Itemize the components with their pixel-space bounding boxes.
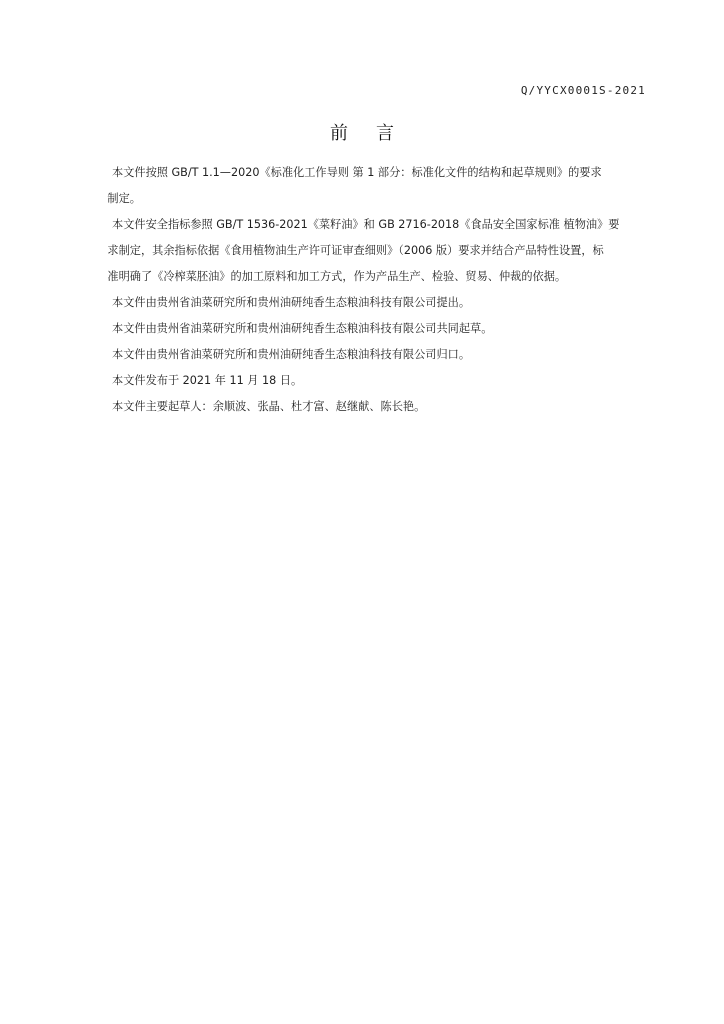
paragraph-proposed-by: [112, 290, 658, 316]
paragraph-line: 本文件由贵州省油菜研究所和贵州油研纯香生态粮油科技有限公司共同起草。: [112, 322, 493, 335]
paragraph-managed-by: [112, 342, 658, 368]
paragraph-line: 求制定，其余指标依据《食用植物油生产许可证审查细则》（2006 版）要求并结合产品特性设置，标: [107, 244, 604, 257]
document-code: Q/YYCX0001S-2021: [520, 84, 646, 97]
paragraph-line: 本文件按照 GB/T 1.1—2020《标准化工作导则 第 1 部分：标准化文件的结构和起草规则》的要求: [112, 166, 602, 179]
paragraph-line: 本文件由贵州省油菜研究所和贵州油研纯香生态粮油科技有限公司归口。: [112, 348, 471, 361]
paragraph-line: 准明确了《冷榨菜胚油》的加工原料和加工方式，作为产品生产、检验、贸易、仲裁的依据。: [107, 270, 567, 283]
paragraph-drafting-basis: [107, 160, 658, 212]
paragraph-line: 制定。: [107, 192, 141, 205]
paragraph-line: 本文件发布于 2021 年 11 月 18 日。: [112, 374, 303, 387]
paragraph-line: 本文件主要起草人：余顺波、张晶、杜才富、赵继献、陈长艳。: [112, 400, 426, 413]
paragraph-release-date: [112, 368, 658, 394]
page-title: 前言: [330, 123, 422, 144]
paragraph-line: 本文件安全指标参照 GB/T 1536-2021《菜籽油》和 GB 2716-2018《食品安全国家标准 植物油》要: [112, 218, 620, 231]
paragraph-drafted-by: [112, 316, 658, 342]
paragraph-safety-indicators: [107, 212, 658, 290]
paragraph-line: 本文件由贵州省油菜研究所和贵州油研纯香生态粮油科技有限公司提出。: [112, 296, 471, 309]
paragraph-drafters: [112, 394, 658, 420]
foreword-body: [107, 160, 658, 420]
